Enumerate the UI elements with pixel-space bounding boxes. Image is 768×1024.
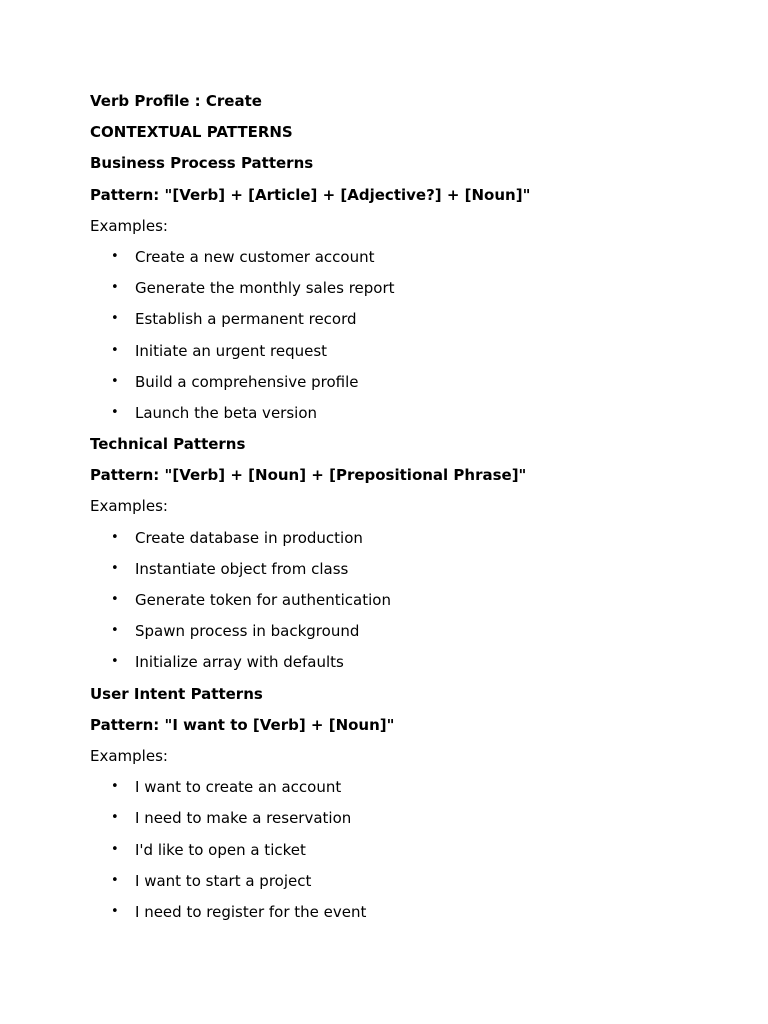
section-heading: CONTEXTUAL PATTERNS [90, 123, 293, 142]
bullet-icon: • [111, 404, 119, 420]
bullet-icon: • [111, 311, 119, 327]
examples-list [90, 246, 710, 433]
bullet-icon: • [111, 810, 119, 826]
examples-list [90, 527, 710, 683]
bullet-icon: • [111, 903, 119, 919]
list-item: • Build a comprehensive profile [111, 372, 359, 391]
pattern-formula: Pattern: "[Verb] + [Noun] + [Prepositional Phrase]" [90, 466, 527, 485]
list-item: • I need to make a reservation [111, 809, 352, 828]
bullet-icon: • [111, 841, 119, 857]
bullet-icon: • [111, 373, 119, 389]
list-item: • I'd like to open a ticket [111, 840, 306, 859]
pattern-group-technical [90, 433, 710, 683]
examples-list [90, 776, 710, 932]
group-heading: Business Process Patterns [90, 154, 314, 173]
bullet-icon: • [111, 529, 119, 545]
bullet-icon: • [111, 654, 119, 670]
list-item: • I want to create an account [111, 778, 342, 797]
document-title: Verb Profile : Create [90, 92, 262, 110]
list-item: • Create a new customer account [111, 247, 375, 266]
bullet-icon: • [111, 342, 119, 358]
bullet-icon: • [111, 280, 119, 296]
bullet-icon: • [111, 872, 119, 888]
list-item: • Initiate an urgent request [111, 341, 328, 360]
bullet-icon: • [111, 560, 119, 576]
examples-label: Examples: [90, 216, 168, 235]
pattern-group-user-intent [90, 683, 710, 933]
list-item: • Initialize array with defaults [111, 653, 344, 672]
examples-label: Examples: [90, 497, 168, 516]
pattern-group-business [90, 152, 710, 433]
list-item: • Generate token for authentication [111, 591, 391, 609]
list-item: • I need to register for the event [111, 902, 367, 921]
bullet-icon: • [111, 623, 119, 639]
bullet-icon: • [111, 779, 119, 795]
examples-label: Examples: [90, 746, 168, 765]
list-item: • I want to start a project [111, 871, 312, 890]
bullet-icon: • [111, 592, 119, 607]
group-heading: Technical Patterns [90, 435, 246, 454]
group-heading: User Intent Patterns [90, 684, 263, 703]
list-item: • Instantiate object from class [111, 559, 349, 578]
list-item: • Establish a permanent record [111, 310, 357, 329]
list-item: • Launch the beta version [111, 403, 317, 422]
bullet-icon: • [111, 248, 119, 264]
document-page [90, 90, 710, 932]
pattern-formula: Pattern: "I want to [Verb] + [Noun]" [90, 715, 395, 734]
list-item: • Spawn process in background [111, 622, 360, 641]
list-item: • Create database in production [111, 528, 363, 547]
pattern-formula: Pattern: "[Verb] + [Article] + [Adjective?] + [Noun]" [90, 185, 531, 204]
list-item: • Generate the monthly sales report [111, 279, 395, 298]
